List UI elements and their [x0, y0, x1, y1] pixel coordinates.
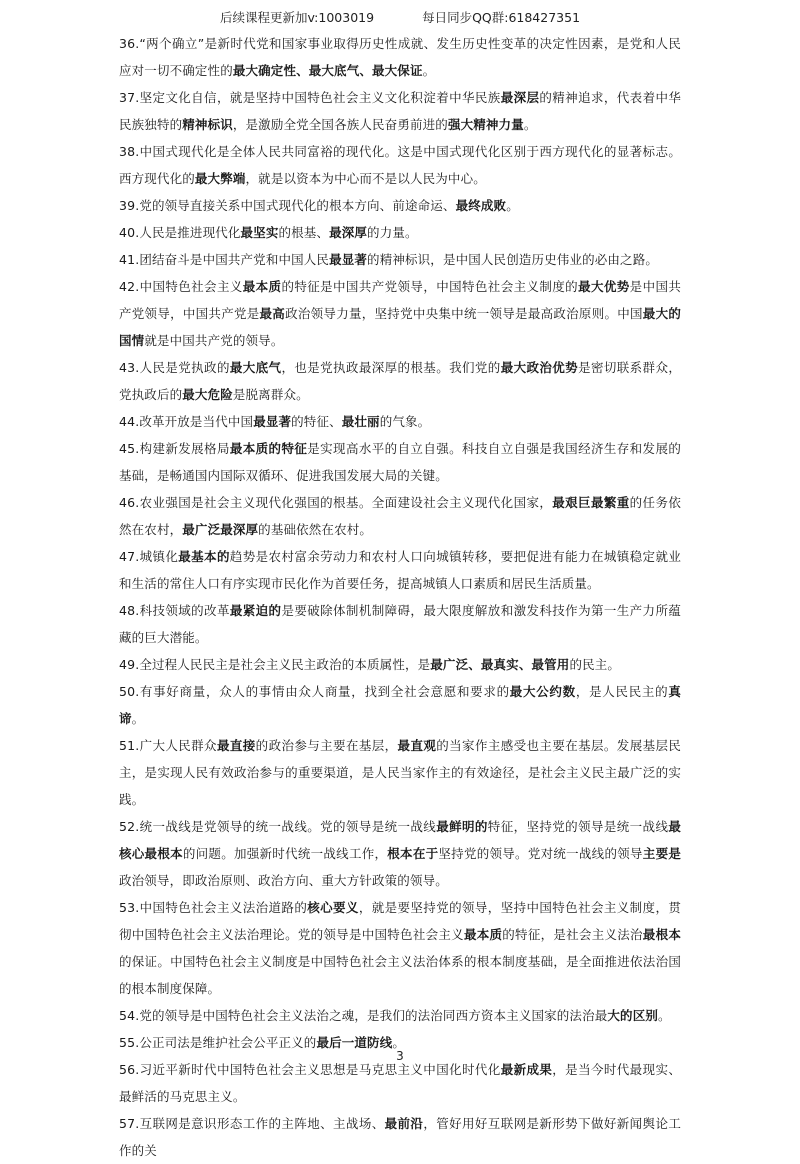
body-text: 。: [131, 711, 145, 726]
body-text: 。: [392, 1035, 405, 1050]
emphasis-text: 最直观: [397, 738, 437, 753]
body-text: ，是激励全党全国各族人民奋勇前进的: [232, 117, 448, 132]
emphasis-text: 最大政治优势: [500, 360, 579, 375]
list-item: [119, 651, 681, 678]
emphasis-text: 精神标识: [182, 117, 233, 132]
emphasis-text: 最广泛最深厚: [182, 522, 259, 537]
list-item: [119, 246, 681, 273]
body-text: ，就是以资本为中心而不是以人民为中心。: [245, 171, 486, 186]
emphasis-text: 最基本的: [178, 549, 230, 564]
body-text: 的任务依然在农村，: [119, 495, 681, 537]
body-text: 47.城镇化: [119, 549, 179, 564]
page-header: [0, 8, 800, 26]
emphasis-text: 最大危险: [182, 387, 233, 402]
list-item: [119, 1002, 681, 1029]
body-text: 54.党的领导是中国特色社会主义法治之魂，是我们的法治同西方资本主义国家的法治最: [119, 1008, 608, 1023]
list-item: [119, 30, 681, 84]
header-qq-group: 每日同步QQ群:618427351: [422, 10, 581, 25]
body-text: 53.中国特色社会主义法治道路的: [119, 900, 308, 915]
body-text: 。: [422, 63, 436, 78]
emphasis-text: 最本质的特征: [229, 441, 308, 456]
body-text: 49.全过程人民民主是社会主义民主政治的本质属性，是: [119, 657, 431, 672]
emphasis-text: 最大公约数: [509, 684, 576, 699]
header-course-contact: 后续课程更新加v:1003019: [219, 10, 375, 25]
emphasis-text: 最显著: [253, 414, 292, 429]
emphasis-text: 真谛: [119, 684, 681, 726]
emphasis-text: 大的区别: [607, 1008, 658, 1023]
emphasis-text: 最鲜明的: [436, 819, 488, 834]
body-text: 趋势是农村富余劳动力和农村人口向城镇转移，要把促进有能力在城镇稳定就业和生活的常住人口有序实现市民化作为首要任务，提高城镇人口素质和居民生活质量。: [119, 549, 681, 591]
emphasis-text: 核心要义: [307, 900, 359, 915]
body-text: 46.农业强国是社会主义现代化强国的根基。全面建设社会主义现代化国家，: [119, 495, 553, 510]
body-text: 43.人民是党执政的: [119, 360, 230, 375]
emphasis-text: 根本在于: [387, 846, 439, 861]
body-text: 的问题。加强新时代统一战线工作，: [182, 846, 388, 861]
emphasis-text: 最大的国情: [119, 306, 681, 348]
body-text: 的精神追求，代表着中华民族独特的: [119, 90, 682, 132]
emphasis-text: 最终成败: [455, 198, 507, 213]
body-text: 的根基、: [278, 225, 330, 240]
list-item: [119, 273, 681, 354]
emphasis-text: 最艰巨最繁重: [552, 495, 630, 510]
body-text: 的政治参与主要在基层，: [255, 738, 398, 753]
body-text: 的基础依然在农村。: [258, 522, 373, 537]
body-text: 是密切联系群众，党执政后的: [119, 360, 682, 402]
body-text: 就是中国共产党的领导。: [144, 333, 284, 348]
body-text: 51.广大人民群众: [119, 738, 217, 753]
body-text: 41.团结奋斗是中国共产党和中国人民: [119, 252, 330, 267]
body-text: 52.统一战线是党领导的统一战线。党的领导是统一战线: [119, 819, 437, 834]
body-text: 政治领导力量，坚持党中央集中统一领导是最高政治原则。中国: [285, 306, 643, 321]
emphasis-text: 最前沿: [384, 1116, 424, 1131]
body-text: 是要破除体制机制障碍，最大限度解放和激发科技作为第一生产力所蕴藏的巨大潜能。: [119, 603, 681, 645]
list-item: [119, 354, 681, 408]
page-number: 3: [396, 1049, 404, 1063]
emphasis-text: 最坚实: [240, 225, 279, 240]
body-text: 是实现高水平的自立自强。科技自立自强是我国经济生存和发展的基础，是畅通国内国际双循环、促进我国发展大局的关键。: [119, 441, 681, 483]
body-text: 政治领导，即政治原则、政治方向、重大方针政策的领导。: [119, 873, 448, 888]
emphasis-text: 最显著: [329, 252, 368, 267]
emphasis-text: 最大优势: [578, 279, 630, 294]
body-text: 50.有事好商量，众人的事情由众人商量，找到全社会意愿和要求的: [119, 684, 510, 699]
body-text: 的精神标识，是中国人民创造历史伟业的必由之路。: [367, 252, 658, 267]
body-text: 的民主。: [569, 657, 621, 672]
body-text: 。: [506, 198, 519, 213]
body-text: 的当家作主感受也主要在基层。发展基层民主，是实现人民有效政治参与的重要渠道，是人民当家作主的有效途径，是社会主义民主最广泛的实践。: [119, 738, 682, 807]
list-item: [119, 894, 681, 1002]
body-text: 40.人民是推进现代化: [119, 225, 241, 240]
emphasis-text: 最大弊端: [194, 171, 246, 186]
list-item: [119, 597, 681, 651]
body-text: ，管好用好互联网是新形势下做好新闻舆论工作的关: [119, 1116, 681, 1158]
emphasis-text: 主要是: [642, 846, 681, 861]
emphasis-text: 最深厚: [329, 225, 368, 240]
emphasis-text: 最高: [259, 306, 286, 321]
body-text: 55.公正司法是维护社会公平正义的: [119, 1035, 317, 1050]
body-text: 。: [523, 117, 537, 132]
list-item: [119, 489, 681, 543]
emphasis-text: 最大确定性、最大底气、最大保证: [232, 63, 423, 78]
emphasis-text: 最根本: [642, 927, 681, 942]
emphasis-text: 最广泛、最真实、最管用: [430, 657, 570, 672]
body-text: 是脱离群众。: [232, 387, 309, 402]
list-item: [119, 138, 681, 192]
emphasis-text: 最本质: [463, 927, 503, 942]
emphasis-text: 最深层: [500, 90, 540, 105]
body-text: 38.中国式现代化是全体人民共同富裕的现代化。这是中国式现代化区别于西方现代化的显著标志。西方现代化的: [119, 144, 681, 186]
body-text: 的气象。: [379, 414, 431, 429]
body-text: 36.“两个确立”是新时代党和国家事业取得历史性成就、发生历史性变革的决定性因素，是党和人民应对一切不确定性的: [119, 36, 681, 78]
body-text: 44.改革开放是当代中国: [119, 414, 254, 429]
body-text: 的特征是中国共产党领导，中国特色社会主义制度的: [281, 279, 579, 294]
list-item: [119, 219, 681, 246]
body-text: 。: [658, 1008, 671, 1023]
list-item: [119, 408, 681, 435]
body-text: 的保证。中国特色社会主义制度是中国特色社会主义法治体系的根本制度基础，是全面推进依法治国的根本制度保障。: [119, 954, 681, 996]
body-text: 坚持党的领导。党对统一战线的领导: [438, 846, 643, 861]
emphasis-text: 最新成果: [500, 1062, 553, 1077]
emphasis-text: 强大精神力量: [447, 117, 524, 132]
body-text: 56.习近平新时代中国特色社会主义思想是马克思主义中国化时代化: [119, 1062, 501, 1077]
emphasis-text: 最紧迫的: [229, 603, 282, 618]
list-item: [119, 1056, 681, 1110]
emphasis-text: 最大底气: [229, 360, 282, 375]
body-text: 45.构建新发展格局: [119, 441, 230, 456]
body-text: ，是人民民主的: [575, 684, 669, 699]
list-item: [119, 435, 681, 489]
body-text: 的特征，是社会主义法治: [502, 927, 643, 942]
list-item: [119, 543, 681, 597]
body-text: 37.坚定文化自信，就是坚持中国特色社会主义文化积淀着中华民族: [119, 90, 501, 105]
document-body: [119, 30, 681, 1164]
list-item: [119, 813, 681, 894]
emphasis-text: 最直接: [216, 738, 256, 753]
body-text: 特征，坚持党的领导是统一战线: [487, 819, 669, 834]
body-text: 的特征、: [291, 414, 342, 429]
body-text: 42.中国特色社会主义: [119, 279, 243, 294]
body-text: 的力量。: [367, 225, 418, 240]
list-item: [119, 192, 681, 219]
emphasis-text: 最后一道防线: [316, 1035, 393, 1050]
list-item: [119, 1110, 681, 1164]
list-item: [119, 84, 681, 138]
emphasis-text: 最核心最根本: [119, 819, 682, 861]
body-text: ，也是党执政最深厚的根基。我们党的: [281, 360, 501, 375]
list-item: [119, 732, 681, 813]
body-text: ，就是要坚持党的领导，坚持中国特色社会主义制度，贯彻中国特色社会主义法治理论。党的领导是中国特色社会主义: [119, 900, 681, 942]
body-text: 39.党的领导直接关系中国式现代化的根本方向、前途命运、: [119, 198, 456, 213]
body-text: 57.互联网是意识形态工作的主阵地、主战场、: [119, 1116, 385, 1131]
body-text: ，是当今时代最现实、最鲜活的马克思主义。: [119, 1062, 681, 1104]
emphasis-text: 最本质: [242, 279, 282, 294]
emphasis-text: 最壮丽: [341, 414, 380, 429]
list-item: [119, 678, 681, 732]
body-text: 48.科技领域的改革: [119, 603, 230, 618]
body-text: 是中国共产党领导，中国共产党是: [119, 279, 682, 321]
